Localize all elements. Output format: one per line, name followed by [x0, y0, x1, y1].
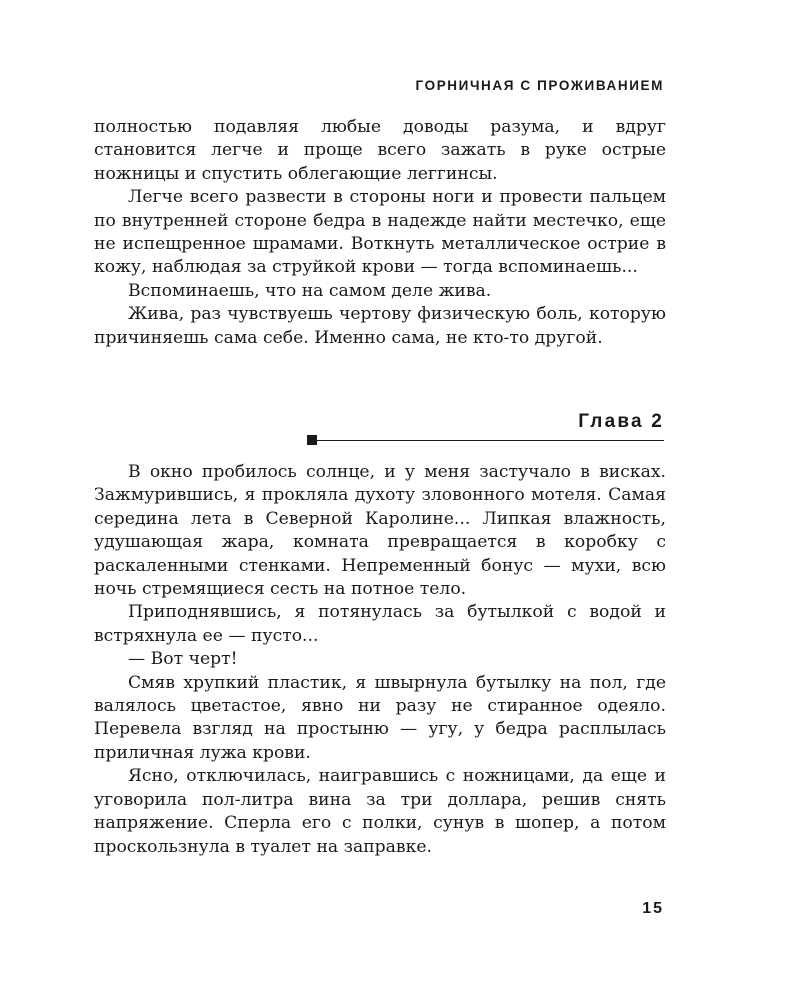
paragraph: Смяв хрупкий пластик, я швырнула бутылку на пол, где валялось цветастое, явно ни разу не стиранное одеяло. Перевела взгляд на простыню — угу, у бедра расплылась приличная лужа крови. [94, 672, 666, 763]
page-number: 15 [642, 900, 664, 917]
paragraph: — Вот черт! [128, 649, 238, 670]
paragraph: В окно пробилось солнце, и у меня застучало в висках. Зажмурившись, я прокляла духоту зловонного мотеля. Самая середина лета в Северной Каролине... Липкая влажность, удушающая жара, комната превращается в коробку с раскаленными стенками. Непременный бонус — мухи, всю ночь стремящиеся сесть на потное тело. [94, 462, 666, 600]
chapter-body-text [94, 461, 666, 859]
running-title: ГОРНИЧНАЯ С ПРОЖИВАНИЕМ [415, 78, 664, 93]
paragraph: Жива, раз чувствуешь чертову физическую боль, которую причиняешь сама себе. Именно сама, не кто-то другой. [94, 304, 666, 348]
paragraph: Ясно, отключилась, наигравшись с ножницами, да еще и уговорила пол-литра вина за три доллара, решив снять напряжение. Сперла его с полки, сунув в шопер, а потом проскользнула в туалет на заправке. [94, 766, 666, 857]
paragraph: полностью подавляя любые доводы разума, и вдруг становится легче и проще всего зажать в руке острые ножницы и спустить облегающие леггинсы. [94, 117, 666, 184]
chapter-title: Глава 2 [578, 411, 664, 432]
paragraph: Легче всего развести в стороны ноги и провести пальцем по внутренней стороне бедра в надежде найти местечко, еще не испещренное шрамами. Воткнуть металлическое острие в кожу, наблюдая за струйкой крови — тогда вспоминаешь... [94, 187, 666, 278]
chapter-divider-line [314, 440, 664, 441]
pre-chapter-text [94, 116, 666, 350]
paragraph: Приподнявшись, я потянулась за бутылкой с водой и встряхнула ее — пусто... [94, 602, 666, 646]
paragraph: Вспоминаешь, что на самом деле жива. [128, 280, 492, 301]
